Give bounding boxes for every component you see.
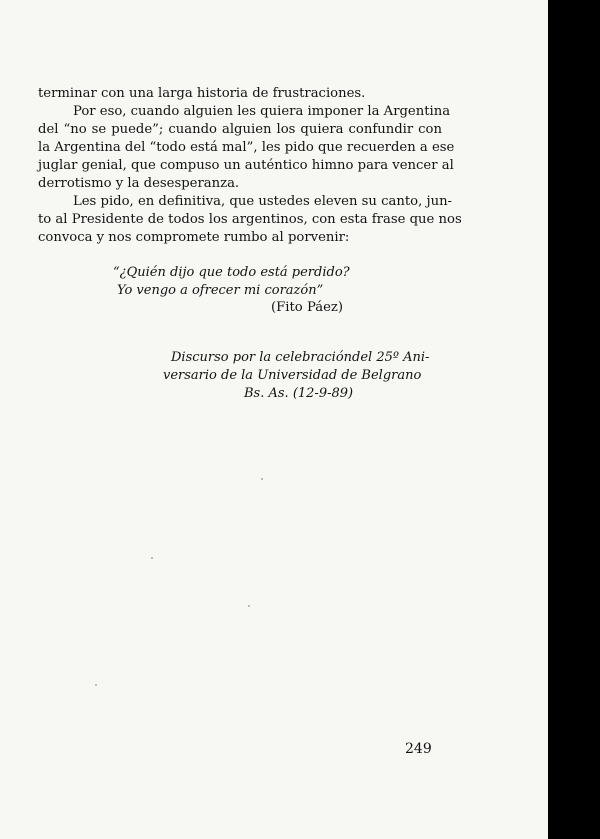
paragraph-line: derrotismo y la desesperanza. [38,176,240,191]
page-number: 249 [405,741,432,757]
quote-line: Yo vengo a ofrecer mi corazón” [117,283,324,298]
paragraph-line: terminar con una larga historia de frustraciones. [38,86,366,101]
scan-speck [151,557,153,559]
paragraph-line: to al Presidente de todos los argentinos, con esta frase que nos [38,212,462,227]
source-line: versario de la Universidad de Belgrano [163,368,422,383]
scan-speck [248,605,250,607]
paragraph-line: Por eso, cuando alguien les quiera imponer la Argentina [73,104,451,119]
source-line: Discurso por la celebracióndel 25º Ani- [171,350,430,365]
paragraph-line: del “no se puede”; cuando alguien los quiera confundir con [38,122,442,137]
source-line: Bs. As. (12-9-89) [244,386,354,401]
scan-speck [95,684,97,686]
scan-speck [261,478,263,480]
quote-attribution: (Fito Páez) [271,300,343,315]
paragraph-line: juglar genial, que compuso un auténtico himno para vencer al [38,158,454,173]
paragraph-line: convoca y nos compromete rumbo al porvenir: [38,230,350,245]
paragraph-line: Les pido, en definitiva, que ustedes eleven su canto, jun- [73,194,453,209]
paragraph-line: la Argentina del “todo está mal”, les pido que recuerden a ese [38,140,455,155]
quote-line: “¿Quién dijo que todo está perdido? [113,265,350,280]
